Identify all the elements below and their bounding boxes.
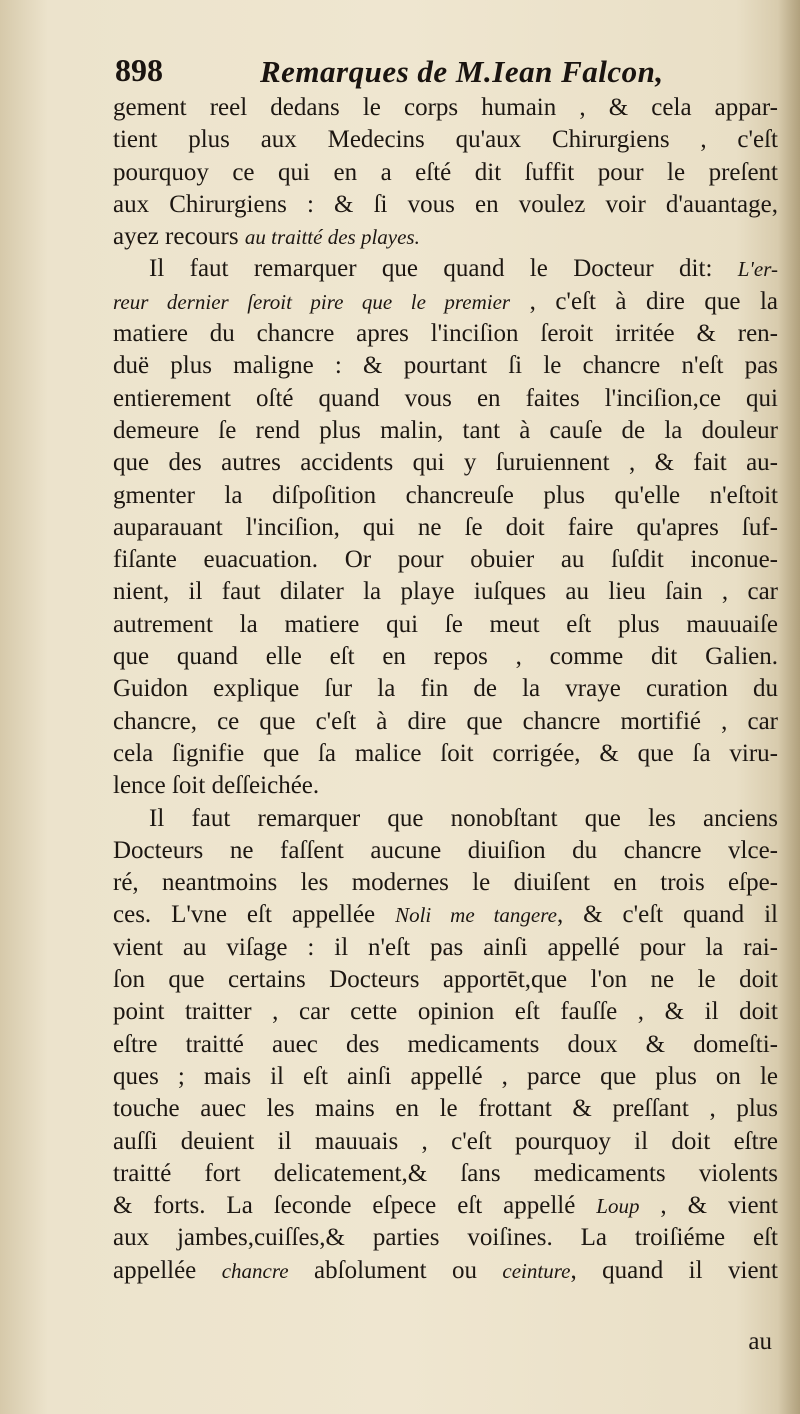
text-line (113, 770, 778, 802)
text-segment: Il faut remarquer que quand le Docteur dit: (149, 255, 738, 283)
text-segment: matiere du chancre apres l'inciſion ſeroit irritée & ren- (113, 320, 778, 348)
text-segment: duë plus maligne : & pourtant ſi le chancre n'eſt pas (113, 352, 778, 380)
catchword: au (748, 1328, 772, 1355)
text-segment: vient au viſage : il n'eſt pas ainſi appellé pour la rai- (113, 933, 778, 961)
text-segment: chancre, ce que c'eſt à dire que chancre mortifié , car (113, 707, 778, 735)
text-segment: , quand il vient (570, 1256, 778, 1284)
text-segment: , & c'eſt quand il (556, 901, 778, 929)
text-line (113, 576, 778, 608)
text-line (113, 738, 778, 770)
text-segment: aux Chirurgiens : & ſi vous en voulez voir d'auantage, (113, 190, 778, 218)
text-segment: ayez recours (113, 223, 245, 251)
italic-text-segment: reur dernier ſeroit pire que le premier (113, 289, 511, 314)
text-segment: Docteurs ne faſſent aucune diuiſion du chancre vlce- (113, 836, 778, 864)
text-line (113, 964, 778, 996)
text-segment: eſtre traitté auec des medicaments doux & domeſti- (113, 1030, 778, 1058)
text-segment: pourquoy ce qui en a eſté dit ſuffit pour le preſent (113, 158, 778, 186)
text-segment: , & vient (639, 1192, 779, 1220)
body-text (113, 92, 778, 1287)
text-segment: Il faut remarquer que nonobſtant que les anciens (149, 804, 778, 832)
text-line (113, 1061, 778, 1093)
text-segment: nient, il faut dilater la playe iuſques au lieu ſain , car (113, 578, 778, 606)
text-segment: fiſante euacuation. Or pour obuier au ſuſdit inconue- (113, 546, 778, 574)
text-line (113, 1158, 778, 1190)
text-segment: demeure ſe rend plus malin, tant à cauſe de la douleur (113, 416, 778, 444)
text-segment: auparauant l'inciſion, qui ne ſe doit faire qu'apres ſuf- (113, 513, 778, 541)
text-line (113, 544, 778, 576)
text-segment: traitté fort delicatement,& ſans medicaments violents (113, 1159, 778, 1187)
text-line (113, 383, 778, 415)
text-line (113, 867, 778, 899)
text-line (113, 286, 778, 318)
italic-text-segment: L'er- (737, 257, 778, 282)
page-gutter-shadow (778, 0, 800, 1414)
text-segment: cela ſignifie que ſa malice ſoit corrigée, & que ſa viru- (113, 739, 778, 767)
text-line (113, 157, 778, 189)
text-line (113, 835, 778, 867)
text-line (113, 1093, 778, 1125)
text-line (113, 318, 778, 350)
italic-text-segment: Loup (596, 1194, 640, 1219)
text-segment: gmenter la diſpoſition chancreuſe plus qu'elle n'eſtoit (113, 481, 778, 509)
text-line (113, 350, 778, 382)
text-line (113, 1190, 778, 1222)
running-header (115, 52, 775, 96)
text-segment: lence ſoit deſſeichée. (113, 772, 320, 800)
text-line (113, 1222, 778, 1254)
text-segment: tient plus aux Medecins qu'aux Chirurgiens , c'eſt (113, 126, 778, 154)
text-line (113, 609, 778, 641)
text-segment: que quand elle eſt en repos , comme dit Galien. (113, 643, 778, 671)
text-segment: gement reel dedans le corps humain , & cela appar- (113, 94, 778, 121)
text-segment: ré, neantmoins les modernes le diuiſent en trois eſpe- (113, 869, 778, 897)
text-segment: aux jambes,cuiſſes,& parties voiſines. La troiſiéme eſt (113, 1224, 778, 1252)
text-line (113, 899, 778, 931)
text-line (113, 253, 778, 285)
text-line (113, 189, 778, 221)
text-line (113, 124, 778, 156)
text-line (113, 803, 778, 835)
text-line (113, 92, 778, 124)
text-segment: , c'eſt à dire que la (510, 287, 778, 315)
text-segment: abſolument ou (288, 1256, 503, 1284)
text-line (113, 706, 778, 738)
text-line (113, 673, 778, 705)
text-line (113, 1029, 778, 1061)
text-segment: touche auec les mains en le frottant & preſſant , plus (113, 1095, 778, 1123)
text-segment: que des autres accidents qui y ſuruiennent , & fait au- (113, 449, 778, 477)
text-segment: ces. L'vne eſt appellée (113, 901, 396, 929)
text-segment: appellée (113, 1256, 222, 1284)
italic-text-segment: chancre (221, 1258, 289, 1283)
text-segment: ques ; mais il eſt ainſi appellé , parce que plus on le (113, 1062, 778, 1090)
text-line (113, 1255, 778, 1287)
running-title: Remarques de M.Iean Falcon, (260, 54, 664, 89)
text-line (113, 221, 778, 253)
text-line (113, 641, 778, 673)
page-number: 898 (115, 52, 163, 88)
italic-text-segment: Noli me tangere (395, 903, 557, 928)
text-line (113, 996, 778, 1028)
text-segment: ſon que certains Docteurs apportēt,que l'on ne le doit (113, 966, 778, 994)
text-segment: & forts. La ſeconde eſpece eſt appellé (113, 1192, 597, 1220)
text-segment: autrement la matiere qui ſe meut eſt plus mauuaiſe (113, 610, 778, 638)
text-segment: auſſi deuient il mauuais , c'eſt pourquoy il doit eſtre (113, 1127, 778, 1155)
text-line (113, 1126, 778, 1158)
italic-text-segment: ceinture (502, 1258, 571, 1283)
text-line (113, 415, 778, 447)
text-line (113, 480, 778, 512)
text-segment: Guidon explique ſur la fin de la vraye curation du (113, 675, 778, 703)
text-line (113, 932, 778, 964)
text-segment: point traitter , car cette opinion eſt fauſſe , & il doit (113, 998, 778, 1026)
text-line (113, 447, 778, 479)
italic-text-segment: au traitté des playes. (244, 225, 420, 250)
text-line (113, 512, 778, 544)
text-segment: entierement oſté quand vous en faites l'inciſion,ce qui (113, 384, 778, 412)
